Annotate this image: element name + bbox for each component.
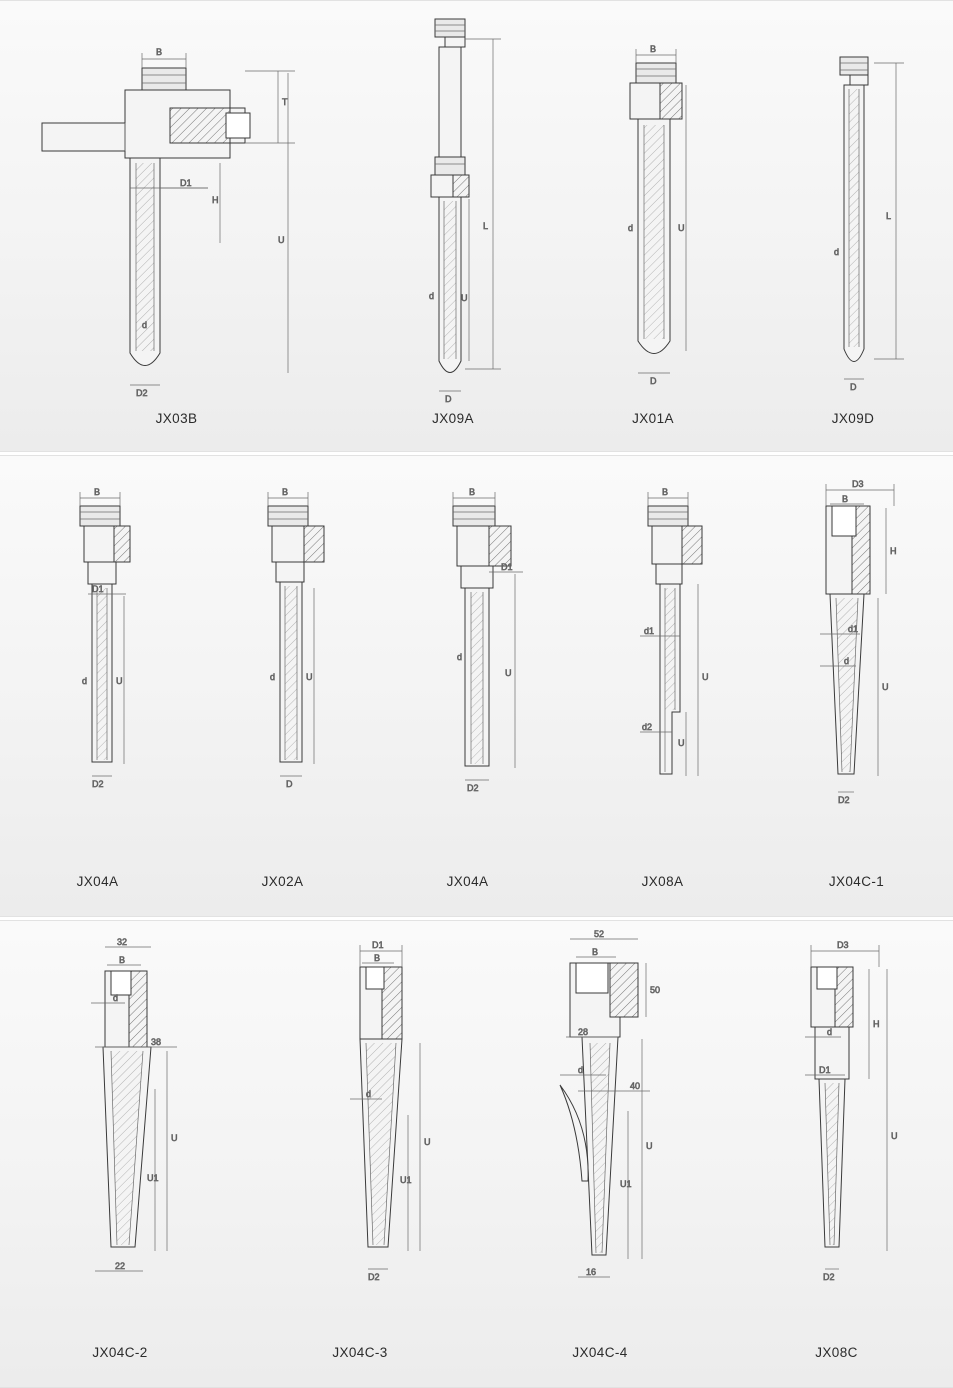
svg-text:U: U bbox=[461, 293, 468, 303]
svg-text:38: 38 bbox=[151, 1037, 162, 1047]
svg-text:28: 28 bbox=[578, 1027, 589, 1037]
part-hex-nut bbox=[268, 506, 308, 526]
svg-text:d: d bbox=[844, 656, 850, 666]
svg-text:U: U bbox=[702, 672, 709, 682]
svg-text:22: 22 bbox=[115, 1261, 126, 1271]
part-hex-nut bbox=[80, 506, 120, 526]
part-hex-head bbox=[630, 83, 682, 119]
part-head bbox=[360, 967, 402, 1039]
part-head bbox=[811, 967, 853, 1027]
svg-text:U: U bbox=[891, 1131, 898, 1141]
svg-text:U1: U1 bbox=[620, 1179, 632, 1189]
svg-text:B: B bbox=[842, 494, 849, 504]
svg-text:T: T bbox=[282, 97, 288, 107]
part-stem bbox=[130, 158, 160, 366]
figure-cell-jx08c bbox=[720, 921, 953, 1387]
figure-label-jx04c-4: JX04C-4 bbox=[572, 1345, 628, 1360]
svg-text:U: U bbox=[505, 668, 512, 678]
part-hex-nut bbox=[453, 506, 495, 526]
part-hex-nut bbox=[648, 506, 688, 526]
svg-text:U: U bbox=[278, 235, 285, 245]
part-taper bbox=[103, 1047, 151, 1247]
svg-text:D: D bbox=[286, 779, 293, 789]
figure-cell-jx04a-1 bbox=[0, 456, 195, 916]
svg-text:D1: D1 bbox=[92, 584, 104, 594]
part-body bbox=[457, 526, 511, 588]
svg-text:D2: D2 bbox=[92, 779, 104, 789]
svg-text:D: D bbox=[650, 376, 657, 386]
svg-text:52: 52 bbox=[594, 929, 605, 939]
figure-label-jx01a: JX01A bbox=[632, 411, 674, 426]
svg-text:D1: D1 bbox=[501, 562, 513, 572]
svg-text:16: 16 bbox=[586, 1267, 597, 1277]
svg-text:B: B bbox=[662, 487, 669, 497]
figure-cell-jx09d bbox=[753, 1, 953, 451]
figure-label-jx04a-1: JX04A bbox=[76, 874, 119, 889]
part-hex-nut bbox=[435, 19, 465, 47]
figure-cell-jx04a-2 bbox=[370, 456, 565, 916]
svg-text:d: d bbox=[270, 672, 276, 682]
svg-text:D2: D2 bbox=[838, 795, 850, 805]
svg-text:D2: D2 bbox=[136, 388, 148, 398]
figure-cell-jx08a bbox=[565, 456, 760, 916]
part-stem bbox=[92, 584, 112, 762]
part-taper-stem bbox=[830, 594, 864, 774]
part-hex-nut bbox=[636, 63, 676, 83]
part-stem bbox=[280, 582, 302, 762]
svg-text:H: H bbox=[873, 1019, 880, 1029]
figure-cell-jx04c-3 bbox=[240, 921, 480, 1387]
svg-text:D1: D1 bbox=[372, 940, 384, 950]
svg-text:d: d bbox=[578, 1065, 584, 1075]
figure-label-jx04c-1: JX04C-1 bbox=[828, 874, 885, 889]
svg-text:D1: D1 bbox=[819, 1065, 831, 1075]
svg-text:d1: d1 bbox=[644, 626, 655, 636]
part-head bbox=[826, 506, 870, 594]
svg-text:40: 40 bbox=[630, 1081, 641, 1091]
svg-text:U: U bbox=[678, 738, 685, 748]
figure-cell-jx01a bbox=[553, 1, 753, 451]
svg-text:U1: U1 bbox=[400, 1175, 412, 1185]
part-taper bbox=[819, 1079, 845, 1247]
svg-text:U: U bbox=[306, 672, 313, 682]
svg-text:d: d bbox=[827, 1027, 833, 1037]
svg-text:H: H bbox=[212, 195, 219, 205]
svg-text:B: B bbox=[592, 947, 599, 957]
svg-text:d: d bbox=[457, 652, 463, 662]
part-stem bbox=[844, 85, 864, 362]
svg-text:H: H bbox=[890, 546, 897, 556]
figure-label-jx08c: JX08C bbox=[815, 1345, 858, 1360]
svg-text:D2: D2 bbox=[368, 1272, 380, 1282]
part-body bbox=[84, 526, 130, 584]
part-hex-nut bbox=[142, 68, 186, 90]
svg-text:d: d bbox=[366, 1089, 372, 1099]
svg-text:D: D bbox=[850, 382, 857, 392]
figure-cell-jx04c-2 bbox=[0, 921, 240, 1387]
svg-text:L: L bbox=[886, 211, 892, 221]
svg-text:D2: D2 bbox=[823, 1272, 835, 1282]
svg-text:U: U bbox=[678, 223, 685, 233]
figure-label-jx03b: JX03B bbox=[155, 411, 198, 426]
svg-text:B: B bbox=[94, 487, 101, 497]
figure-label-jx04a-2: JX04A bbox=[446, 874, 489, 889]
svg-text:d: d bbox=[82, 676, 88, 686]
svg-text:d: d bbox=[142, 320, 148, 330]
svg-text:U: U bbox=[882, 682, 889, 692]
svg-text:D: D bbox=[445, 394, 452, 404]
svg-text:d: d bbox=[834, 247, 840, 257]
svg-text:U1: U1 bbox=[147, 1173, 159, 1183]
part-head bbox=[105, 971, 147, 1047]
figure-cell-jx04c-1 bbox=[760, 456, 953, 916]
part-taper bbox=[360, 1039, 402, 1247]
part-flange bbox=[42, 90, 250, 158]
part-hex-nut bbox=[840, 57, 868, 85]
figure-label-jx04c-2: JX04C-2 bbox=[92, 1345, 148, 1360]
svg-text:d1: d1 bbox=[848, 624, 859, 634]
figure-label-jx02a: JX02A bbox=[261, 874, 304, 889]
part-body bbox=[272, 526, 324, 582]
svg-text:d: d bbox=[113, 993, 119, 1003]
figure-row-2 bbox=[0, 455, 953, 917]
svg-text:d2: d2 bbox=[642, 722, 653, 732]
part-stem bbox=[439, 47, 461, 373]
svg-text:32: 32 bbox=[117, 937, 128, 947]
svg-text:D2: D2 bbox=[467, 783, 479, 793]
svg-text:B: B bbox=[374, 953, 381, 963]
svg-text:D3: D3 bbox=[837, 940, 849, 950]
figure-label-jx08a: JX08A bbox=[641, 874, 684, 889]
figure-cell-jx02a bbox=[195, 456, 370, 916]
figure-cell-jx03b bbox=[0, 1, 353, 451]
svg-text:d: d bbox=[628, 223, 634, 233]
part-stem bbox=[638, 119, 670, 354]
part-body bbox=[652, 526, 702, 584]
part-stem bbox=[465, 588, 489, 766]
figure-row-3 bbox=[0, 920, 953, 1388]
svg-text:B: B bbox=[650, 44, 657, 54]
svg-text:B: B bbox=[119, 955, 126, 965]
part-head bbox=[570, 963, 638, 1037]
part-coupling bbox=[431, 157, 469, 197]
figure-label-jx09d: JX09D bbox=[831, 411, 875, 426]
svg-text:U: U bbox=[171, 1133, 178, 1143]
figure-label-jx09a: JX09A bbox=[432, 411, 474, 426]
svg-text:50: 50 bbox=[650, 985, 661, 995]
svg-text:B: B bbox=[156, 47, 163, 57]
figure-cell-jx09a bbox=[353, 1, 553, 451]
figure-cell-jx04c-4 bbox=[480, 921, 720, 1387]
svg-text:D1: D1 bbox=[180, 178, 192, 188]
figure-row-1 bbox=[0, 0, 953, 452]
svg-text:L: L bbox=[483, 221, 489, 231]
part-taper bbox=[560, 1037, 618, 1255]
svg-text:U: U bbox=[646, 1141, 653, 1151]
svg-text:B: B bbox=[282, 487, 289, 497]
svg-text:B: B bbox=[469, 487, 476, 497]
svg-text:D3: D3 bbox=[852, 479, 864, 489]
svg-text:U: U bbox=[424, 1137, 431, 1147]
figure-label-jx04c-3: JX04C-3 bbox=[332, 1345, 388, 1360]
svg-text:d: d bbox=[429, 291, 435, 301]
part-stem-step bbox=[660, 584, 680, 774]
svg-text:U: U bbox=[116, 676, 123, 686]
